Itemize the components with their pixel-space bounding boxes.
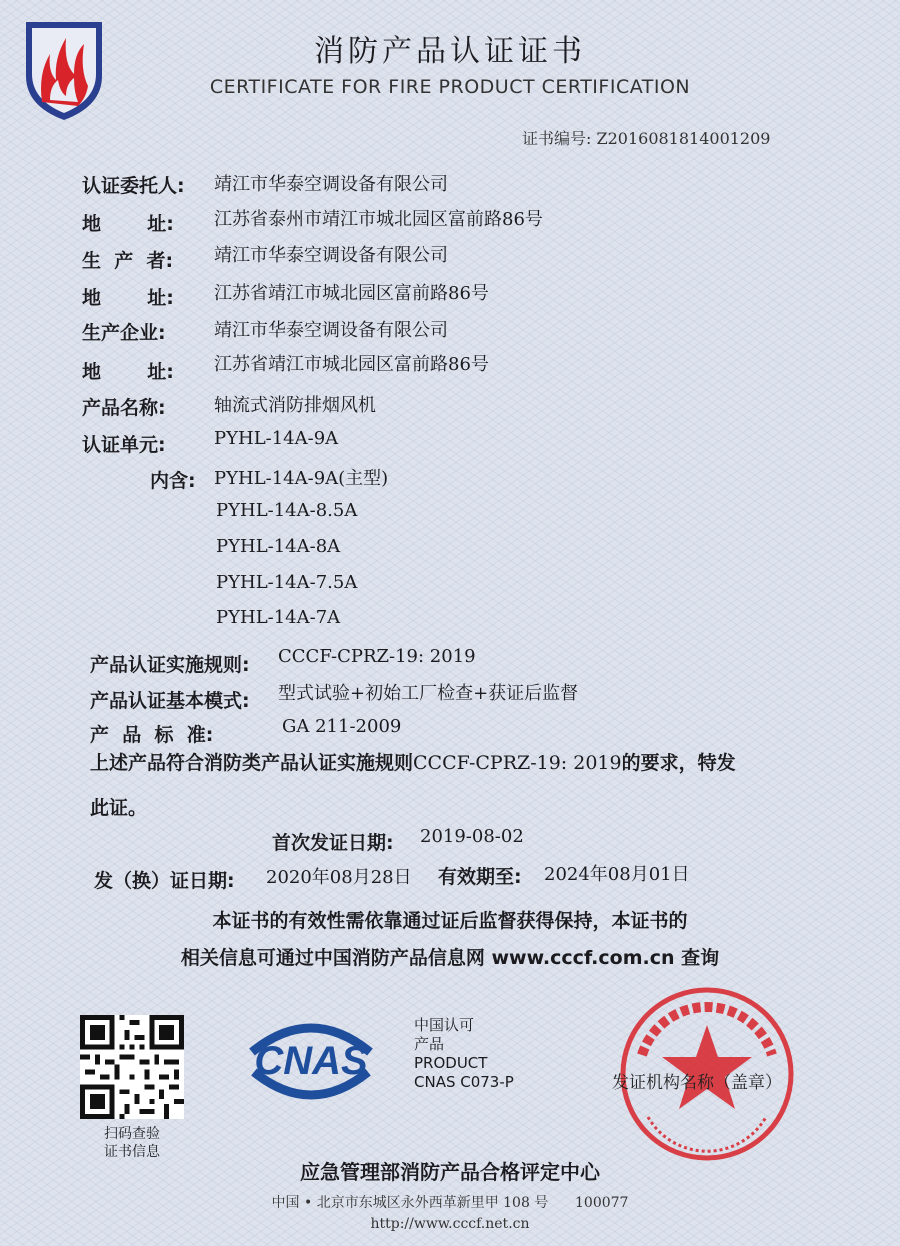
issuing-authority: 应急管理部消防产品合格评定中心: [300, 1160, 600, 1184]
field-label: 认证委托人:: [82, 175, 185, 197]
field-label: 认证单元:: [82, 434, 166, 456]
notice-line-2: 相关信息可通过中国消防产品信息网 www.cccf.com.cn 查询: [180, 947, 720, 969]
standard-label: 产 品 标 准:: [90, 724, 214, 746]
cnas-accreditation-text: [414, 1016, 514, 1092]
qr-label-line: 扫码查验: [104, 1126, 160, 1142]
model-item: PYHL-14A-9A(主型): [214, 468, 389, 489]
model-item: PYHL-14A-7A: [216, 607, 341, 628]
cnas-line: 产品: [414, 1035, 445, 1053]
field-label: 地 址:: [82, 361, 174, 383]
rules-value: CCCF-CPRZ-19: 2019: [278, 646, 476, 667]
statement-text: 的要求，特发: [621, 752, 736, 774]
field-value: PYHL-14A-9A: [214, 428, 339, 449]
issuer-seal-label: 发证机构名称（盖章）: [612, 1073, 782, 1093]
qr-code-icon[interactable]: [80, 1015, 184, 1119]
certificate-number: 证书编号: Z2016081814001209: [522, 129, 771, 148]
field-label: 生产企业:: [82, 322, 166, 344]
qr-label-line: 证书信息: [104, 1144, 160, 1160]
model-item: PYHL-14A-8A: [216, 536, 341, 557]
cnas-logo: [232, 1012, 390, 1106]
rules-label: 产品认证实施规则:: [90, 654, 250, 676]
field-value: 轴流式消防排烟风机: [214, 395, 376, 416]
contains-label: 内含:: [150, 470, 196, 492]
statement-line-1: [90, 748, 736, 775]
cnas-line: PRODUCT: [414, 1054, 488, 1072]
statement-text: 上述产品符合消防类产品认证实施规则: [90, 752, 414, 774]
mode-value: 型式试验+初始工厂检查+获证后监督: [278, 683, 579, 704]
cnas-line: 中国认可: [414, 1016, 475, 1034]
field-value: 靖江市华泰空调设备有限公司: [214, 245, 448, 266]
mode-label: 产品认证基本模式:: [90, 690, 250, 712]
field-value: 江苏省靖江市城北园区富前路86号: [214, 354, 489, 375]
field-label: 产品名称:: [82, 397, 166, 419]
notice-line-1: 本证书的有效性需依靠通过证后监督获得保持，本证书的: [212, 910, 688, 932]
statement-line-2: 此证。: [90, 797, 148, 819]
first-issue-date: 2019-08-02: [420, 826, 524, 847]
valid-until-date: 2024年08月01日: [544, 864, 690, 885]
field-value: 江苏省泰州市靖江市城北园区富前路86号: [214, 209, 543, 230]
statement-rule: CCCF-CPRZ-19: 2019: [413, 752, 622, 774]
certificate-title-english: CERTIFICATE FOR FIRE PRODUCT CERTIFICATION: [209, 76, 691, 98]
field-row: [82, 357, 174, 384]
valid-until-label: 有效期至:: [438, 866, 522, 888]
field-value: 江苏省靖江市城北园区富前路86号: [214, 283, 489, 304]
issuer-address: 中国 • 北京市东城区永外西革新里甲 108 号 100077: [271, 1195, 629, 1211]
field-row: [82, 171, 185, 198]
field-row: [82, 246, 173, 273]
field-row: [82, 283, 174, 310]
certificate-title: 消防产品认证证书: [314, 34, 586, 69]
standard-value: GA 211-2009: [282, 716, 402, 737]
issue-date-label: 发（换）证日期:: [94, 870, 235, 892]
field-row: [82, 209, 174, 236]
field-label: 地 址:: [82, 213, 174, 235]
field-label: 地 址:: [82, 287, 174, 309]
field-value: 靖江市华泰空调设备有限公司: [214, 320, 448, 341]
field-row: [82, 393, 166, 420]
cnas-logo-text: CNAS: [254, 1039, 368, 1083]
field-row: [82, 430, 166, 457]
field-value: 靖江市华泰空调设备有限公司: [214, 174, 448, 195]
first-issue-label: 首次发证日期:: [272, 832, 394, 854]
issuer-website-link[interactable]: http://www.cccf.net.cn: [370, 1216, 530, 1232]
issue-date: 2020年08月28日: [266, 867, 412, 888]
cnas-line: CNAS C073-P: [414, 1073, 514, 1091]
field-label: 生 产 者:: [82, 250, 174, 272]
model-item: PYHL-14A-7.5A: [216, 572, 358, 593]
field-row: [82, 318, 166, 345]
model-item: PYHL-14A-8.5A: [216, 500, 358, 521]
